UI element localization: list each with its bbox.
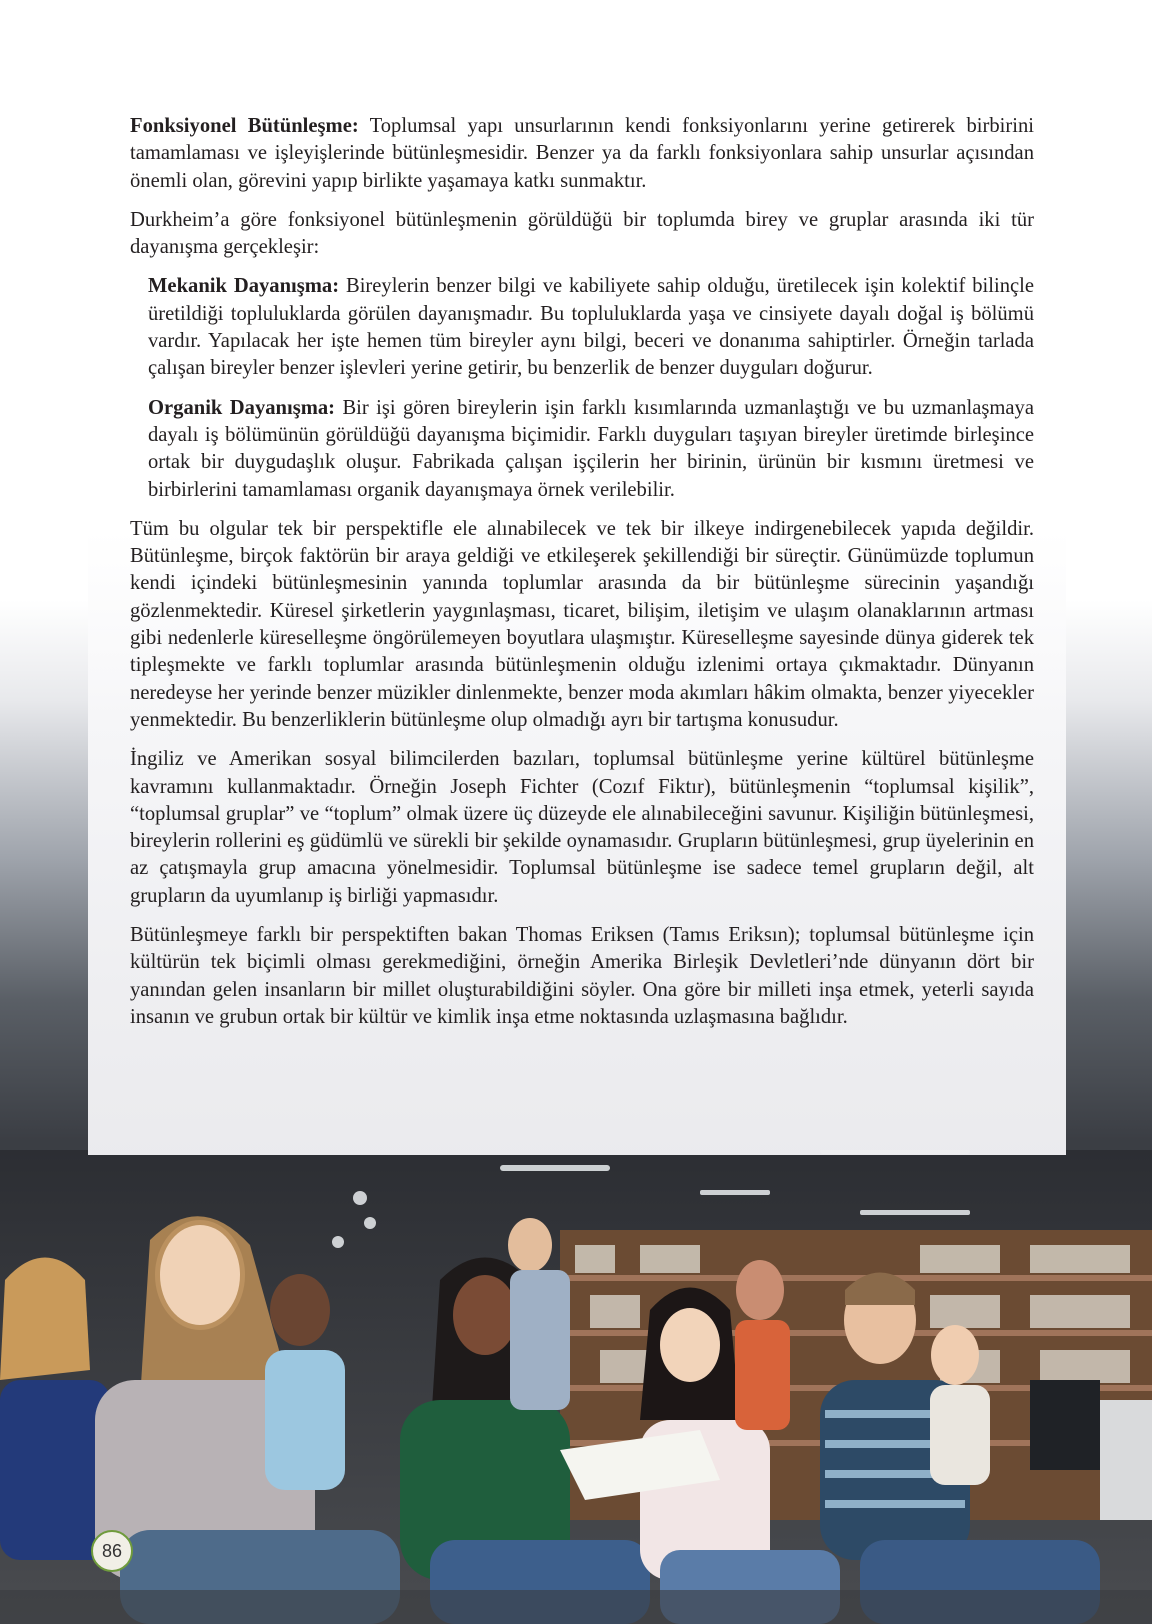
paragraph-durkheim: Durkheim’a göre fonksiyonel bütünleşmenin görüldüğü bir toplumda birey ve gruplar arasında iki tür dayanışma gerçekleşir: [130, 208, 1034, 259]
paragraph-mechanical-solidarity: Mekanik Dayanışma: Bireylerin benzer bilgi ve kabiliyete sahip olduğu, üretilecek işin kolektif bilinçle üretildiği topluluklarda görülen dayanışmadır. Bu topluluklarda yaşa ve cinsiyete dayalı doğal iş bölümü vardır. Yapılacak her işte hemen tüm bireyler aynı bilgi, beceri ve donanıma sahiptirler. Örneğin tarlada çalışan bireyler benzer işlevleri yerine getirir, bu benzerlik de benzer duyguları doğurur. [148, 275, 1034, 380]
term-mechanical-solidarity: Mekanik Dayanışma: [148, 275, 340, 298]
main-text [130, 113, 1034, 1043]
paragraph-fichter: İngiliz ve Amerikan sosyal bilimcilerden bazıları, toplumsal bütünleşme yerine kültürel bütünleşme kavramını kullanmaktadır. Örneğin Joseph Fichter (Cozıf Fiktır), bütünleşmenin “toplumsal kişilik”, “toplumsal gruplar” ve “toplum” olmak üzere üç düzeyde ele alınabileceğini savunur. Kişiliğin bütünleşmesi, bireylerin rollerini eş güdümlü ve sürekli bir şekilde oynamasıdır. Grupların bütünleşmesi, grup üyelerinin en az çatışmayla grup amacına yönelmesidir. Toplumsal bütünleşme ise sadece temel grupların değil, alt grupların da uyumlanıp iş birliği yapmasıdır. [130, 748, 1034, 907]
paragraph-globalization: Tüm bu olgular tek bir perspektifle ele alınabilecek ve tek bir ilkeye indirgenebilecek yapıda değildir. Bütünleşme, birçok faktörün bir araya geldiği ve etkileşerek şekillendiği bir süreçtir. Günümüzde toplumun kendi içindeki bütünleşmesinin yanında toplumlar arasında da bir bütünleşme sürecinin yaşandığı gözlenmektedir. Küresel şirketlerin yaygınlaşması, ticaret, bilişim, iletişim ve ulaşım olanaklarının artması gibi nedenlerle küreselleşme öngörülemeyen boyutlara ulaşmıştır. Küreselleşme sayesinde dünya giderek tek tipleşmekte ve farklı toplumlar arasında bütünleşmenin olduğu izlenimi ortaya çıkmaktadır. Dünyanın neredeyse her yerinde benzer müzikler dinlenmekte, benzer moda akımları hâkim olmakta, benzer yiyecekler yenmektedir. Bu benzerliklerin bütünleşme olup olmadığı ayrı bir tartışma konusudur. [130, 517, 1034, 731]
term-functional-integration: Fonksiyonel Bütünleşme: [130, 115, 359, 137]
paragraph-functional-integration: Fonksiyonel Bütünleşme: Toplumsal yapı unsurlarının kendi fonksiyonlarını yerine getirerek birbirini tamamlaması ve işleyişlerinde bütünleşmesidir. Benzer ya da farklı fonksiyonlara sahip unsurlar açısından önemli olan, görevini yapıp birlikte yaşamaya katkı sunmaktır. [130, 115, 1034, 192]
students-library-photo [0, 1150, 1152, 1624]
paragraph-eriksen: Bütünleşmeye farklı bir perspektiften bakan Thomas Eriksen (Tamıs Eriksın); toplumsal bütünleşme için kültürün tek biçimli olması gerekmediğini, örneğin Amerika Birleşik Devletleri’nde dünyanın dört bir yanından gelen insanların bir millet oluşturabildiğini söyler. Ona göre bir milleti inşa etmek, yeterli sayıda insanın ve grubun ortak bir kültür ve kimlik inşa etme noktasında uzlaşmasına bağlıdır. [130, 924, 1034, 1028]
term-organic-solidarity: Organik Dayanışma: [148, 396, 336, 419]
paragraph-organic-solidarity: Organik Dayanışma: Bir işi gören bireylerin işin farklı kısımlarında uzmanlaştığı ve bu uzmanlaşmaya dayalı iş bölümünün görüldüğü dayanışma biçimidir. Farklı duyguları taşıyan bireyler üretimde birleşince ortak bir duygudaşlık oluşur. Fabrikada çalışan işçilerin her birinin, ürünün bir kısmını üretmesi ve birbirlerini tamamlaması organik dayanışmaya örnek verilebilir. [148, 396, 1034, 501]
page-number: 86 [91, 1530, 133, 1572]
